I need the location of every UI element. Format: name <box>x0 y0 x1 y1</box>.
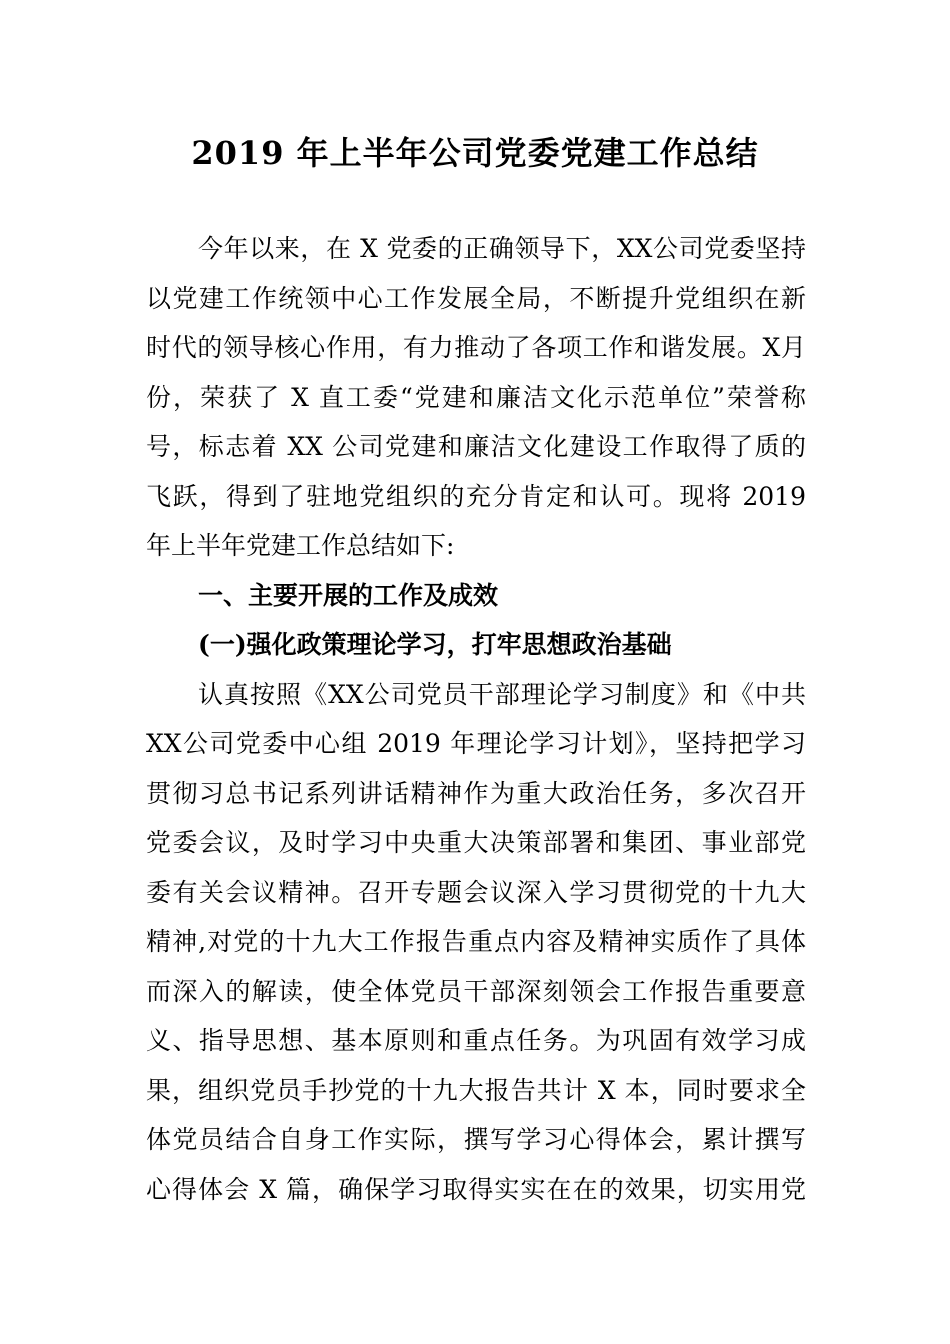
paragraph-line: 心得体会 X 篇，确保学习取得实实在在的效果，切实用党 <box>146 1174 806 1204</box>
paragraph-line: 果，组织党员手抄党的十九大报告共计 X 本，同时要求全 <box>146 1075 806 1105</box>
paragraph-line: 精神,对党的十九大工作报告重点内容及精神实质作了具体 <box>146 927 806 956</box>
paragraph-line: 年上半年党建工作总结如下: <box>146 531 455 560</box>
paragraph-line: 而深入的解读，使全体党员干部深刻领会工作报告重要意 <box>146 976 806 1006</box>
paragraph-line: 时代的领导核心作用，有力推动了各项工作和谐发展。X月 <box>146 333 806 362</box>
document-title: 2019 年上半年公司党委党建工作总结 <box>191 134 759 172</box>
paragraph-line: 以党建工作统领中心工作发展全局，不断提升党组织在新 <box>146 283 806 313</box>
paragraph-line: 体党员结合自身工作实际，撰写学习心得体会，累计撰写 <box>146 1125 806 1154</box>
paragraph-line: 贯彻习总书记系列讲话精神作为重大政治任务，多次召开 <box>146 778 806 808</box>
subsection-heading: (一)强化政策理论学习，打牢思想政治基础 <box>198 630 672 659</box>
paragraph-line: 飞跃，得到了驻地党组织的充分肯定和认可。现将 2019 <box>146 481 806 511</box>
paragraph-line: 号，标志着 XX 公司党建和廉洁文化建设工作取得了质的 <box>146 432 806 461</box>
paragraph-line: 党委会议，及时学习中央重大决策部署和集团、事业部党 <box>146 828 806 857</box>
paragraph-line: 今年以来，在 X 党委的正确领导下，XX公司党委坚持 <box>198 234 806 263</box>
paragraph-line: 份，荣获了 X 直工委“党建和廉洁文化示范单位”荣誉称 <box>146 382 806 412</box>
section-heading: 一、主要开展的工作及成效 <box>198 580 499 610</box>
paragraph-line: XX公司党委中心组 2019 年理论学习计划》，坚持把学习 <box>146 729 806 758</box>
paragraph-line: 认真按照《XX公司党员干部理论学习制度》和《中共 <box>198 679 806 709</box>
document-body <box>146 224 806 1214</box>
paragraph-line: 义、指导思想、基本原则和重点任务。为巩固有效学习成 <box>146 1026 806 1055</box>
paragraph-line: 委有关会议精神。召开专题会议深入学习贯彻党的十九大 <box>146 877 806 907</box>
